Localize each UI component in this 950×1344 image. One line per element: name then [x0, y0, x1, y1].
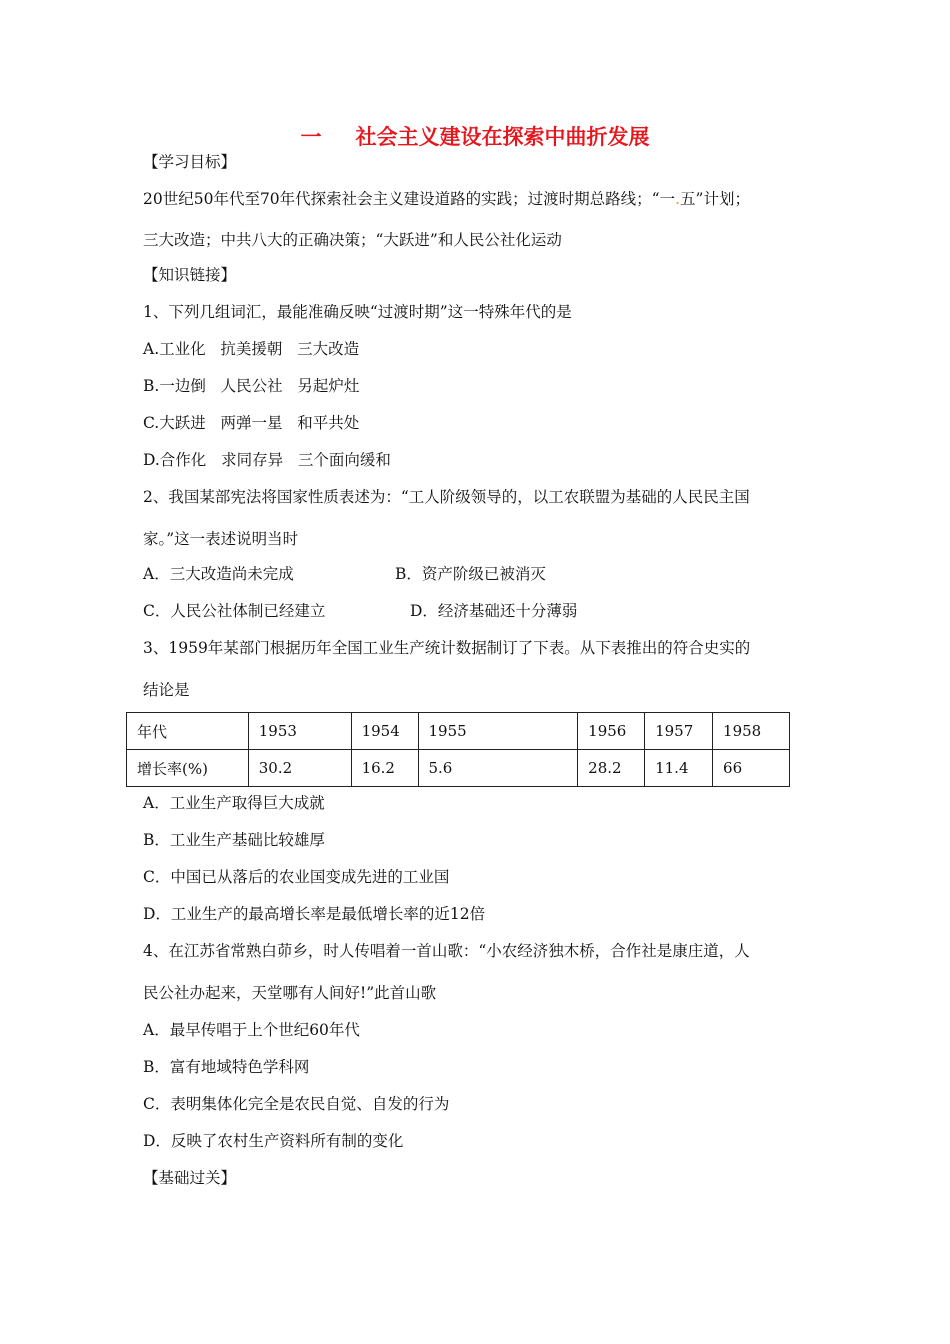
table-cell: 1956	[578, 713, 645, 750]
q3-stem-line-1: 3、1959年某部门根据历年全国工业生产统计数据制订了下表。从下表推出的符合史实的	[143, 639, 751, 657]
q2-option-c: C．人民公社体制已经建立	[143, 602, 326, 620]
q1-stem: 1、下列几组词汇，最能准确反映“过渡时期”这一特殊年代的是	[143, 303, 572, 321]
table-cell: 11.4	[645, 750, 713, 787]
title-text: 社会主义建设在探索中曲折发展	[355, 125, 650, 149]
table-cell: 16.2	[351, 750, 418, 787]
table-cell: 28.2	[578, 750, 645, 787]
q1-option-b: B.一边倒 人民公社 另起炉灶	[143, 377, 360, 395]
q1-option-c: C.大跃进 两弹一星 和平共处	[143, 414, 360, 432]
q3-stem-line-2: 结论是	[143, 681, 190, 699]
basics-heading: 【基础过关】	[143, 1169, 237, 1187]
q4-stem-line-1: 4、在江苏省常熟白茆乡，时人传唱着一首山歌：“小农经济独木桥，合作社是康庄道，人	[143, 942, 750, 960]
q4-option-c: C．表明集体化完全是农民自觉、自发的行为	[143, 1095, 450, 1113]
q4-option-b: B．富有地域特色学科网	[143, 1058, 310, 1076]
q3-option-b: B．工业生产基础比较雄厚	[143, 831, 325, 849]
table-cell: 66	[713, 750, 790, 787]
table-row	[127, 750, 790, 787]
table-cell: 1957	[645, 713, 713, 750]
table-cell: 1955	[418, 713, 578, 750]
objectives-line-1-b: 五”计划；	[680, 190, 750, 208]
table-row	[127, 713, 790, 750]
table-cell: 1958	[713, 713, 790, 750]
q1-option-d: D.合作化 求同存异 三个面向缓和	[143, 451, 391, 469]
q2-option-a: A．三大改造尚未完成	[143, 565, 294, 583]
table-cell: 1953	[248, 713, 351, 750]
table-cell: 年代	[127, 713, 249, 750]
q3-option-c: C．中国已从落后的农业国变成先进的工业国	[143, 868, 450, 886]
q3-option-d: D．工业生产的最高增长率是最低增长率的近12倍	[143, 905, 486, 923]
q2-stem-line-2: 家。”这一表述说明当时	[143, 530, 299, 548]
q1-option-a: A.工业化 抗美援朝 三大改造	[143, 340, 360, 358]
links-heading: 【知识链接】	[143, 266, 237, 284]
q3-option-a: A．工业生产取得巨大成就	[143, 794, 325, 812]
q4-stem-line-2: 民公社办起来，天堂哪有人间好!”此首山歌	[143, 984, 437, 1002]
objectives-line-1-a: 20世纪50年代至70年代探索社会主义建设道路的实践；过渡时期总路线；“一	[143, 190, 676, 208]
q2-option-d: D．经济基础还十分薄弱	[410, 602, 578, 620]
q2-stem-line-1: 2、我国某部宪法将国家性质表述为：“工人阶级领导的，以工农联盟为基础的人民民主国	[143, 488, 750, 506]
objectives-line-1	[143, 188, 750, 210]
q4-option-d: D．反映了农村生产资料所有制的变化	[143, 1132, 404, 1150]
table-cell: 1954	[351, 713, 418, 750]
objectives-dot: .	[675, 190, 681, 208]
page-title	[0, 122, 950, 152]
table-cell: 增长率(%)	[127, 750, 249, 787]
growth-rate-table	[126, 712, 790, 787]
title-number: 一	[300, 125, 322, 149]
objectives-heading: 【学习目标】	[143, 153, 237, 171]
table-cell: 5.6	[418, 750, 578, 787]
objectives-line-2: 三大改造；中共八大的正确决策；“大跃进”和人民公社化运动	[143, 231, 562, 249]
table-cell: 30.2	[248, 750, 351, 787]
q2-option-b: B．资产阶级已被消灭	[395, 565, 546, 583]
q4-option-a: A．最早传唱于上个世纪60年代	[143, 1021, 360, 1039]
